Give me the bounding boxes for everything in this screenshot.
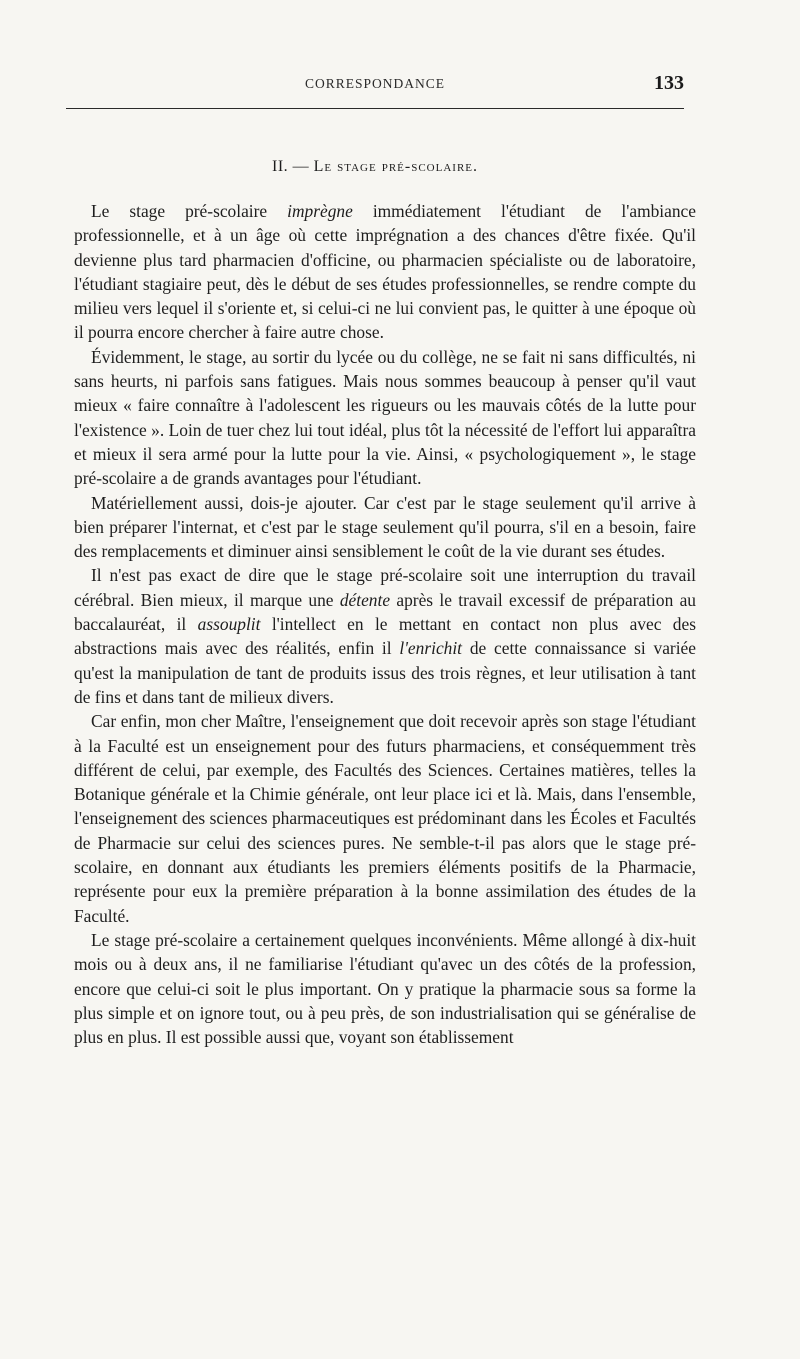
- emphasis-text: l'enrichit: [399, 638, 463, 659]
- emphasis-text: détente: [339, 589, 391, 610]
- paragraph: [74, 345, 696, 491]
- emphasis-text: imprègne: [287, 201, 353, 221]
- running-title: CORRESPONDANCE: [304, 76, 446, 91]
- body-text: [74, 199, 696, 1049]
- paragraph: [74, 563, 696, 709]
- paragraph: [74, 928, 696, 1049]
- section-numeral: II.: [272, 158, 289, 175]
- section-title: Le stage pré-scolaire.: [313, 158, 478, 175]
- page-number: 133: [654, 72, 684, 94]
- paragraph: [74, 491, 696, 564]
- running-header: [66, 74, 684, 100]
- paragraph-text: Le stage pré-scolaire: [91, 201, 288, 221]
- paragraph-text: Matériellement aussi, dois-je ajouter. Car c'est par le stage seulement qu'il arrive à bien préparer l'internat, et c'est par le stage seulement qu'il pourra, s'il en a besoin, faire des remplacements et diminuer ainsi sensiblement le coût de la vie durant ses études.: [74, 492, 696, 562]
- paragraph: [74, 709, 696, 928]
- paragraph-text: Car enfin, mon cher Maître, l'enseignement que doit recevoir après son stage l'étudiant à la Faculté est un enseignement pour des futurs pharmaciens, et conséquemment très différent de celui, par exemple, des Facultés des Sciences. Certaines matières, telles la Botanique générale et la Chimie générale, ont leur place ici et là. Mais, dans l'ensemble, l'enseignement des sciences pharmaceutiques est prédominant dans les Écoles et Facultés de Pharmacie sur celui des sciences pures. Ne semble-t-il pas alors que le stage pré-scolaire, en donnant aux étudiants les premiers éléments positifs de la Pharmacie, représente pour eux la première préparation à la bonne assimilation des études de la Faculté.: [74, 711, 696, 926]
- paragraph-text: Évidemment, le stage, au sortir du lycée ou du collège, ne se fait ni sans difficultés, ni sans heurts, ni parfois sans fatigues. Mais nous sommes beaucoup à penser qu'il vaut mieux « faire connaître à l'adolescent les rigueurs ou les mauvais côtés de la lutte pour l'existence ». Loin de tuer chez lui tout idéal, plus tôt la nécessité de l'effort lui apparaîtra et mieux il sera armé pour la lutte pour la vie. Ainsi, « psychologiquement », le stage pré-scolaire a de grands avantages pour l'étudiant.: [74, 346, 696, 489]
- emphasis-text: assouplit: [197, 614, 261, 635]
- paragraph-text: de cette connaissance si variée qu'est la manipulation de tant de produits issus des trois règnes, et leur utilisation à tant de fins et dans tant de milieux divers.: [74, 638, 696, 707]
- paragraph-text: immédiatement l'étudiant de l'ambiance professionnelle, et à un âge où cette imprégnation a des chances d'être fixée. Qu'il devienne plus tard pharmacien d'officine, ou pharmacien spécialiste ou de laboratoire, l'étudiant stagiaire peut, dès le début de ses études professionnelles, se rendre compte du milieu vers lequel il s'oriente et, si celui-ci ne lui convient pas, le quitter à une époque où il pourra encore chercher à faire autre chose.: [74, 201, 696, 343]
- header-rule: [66, 108, 684, 109]
- section-dash: —: [292, 158, 310, 175]
- paragraph-text: après le travail excessif de préparation au baccalauréat, il: [74, 589, 696, 635]
- paragraph-text: l'intellect en le mettant en contact non plus avec des abstractions mais avec des réalités, enfin il: [74, 614, 696, 659]
- paragraph-text: Il n'est pas exact de dire que le stage pré-scolaire soit une interruption du travail cérébral. Bien mieux, il marque une: [74, 565, 696, 610]
- paragraph-text: Le stage pré-scolaire a certainement quelques inconvénients. Même allongé à dix-huit mois ou à deux ans, il ne familiarise l'étudiant qu'avec un des côtés de la profession, encore que celui-ci soit le plus important. On y pratique la pharmacie sous sa forme la plus simple et on ignore tout, ou à peu près, de son industrialisation qui se généralise de plus en plus. Il est possible aussi que, voyant son établissement: [74, 929, 696, 1048]
- paragraph: [74, 199, 696, 345]
- section-heading: [66, 158, 684, 176]
